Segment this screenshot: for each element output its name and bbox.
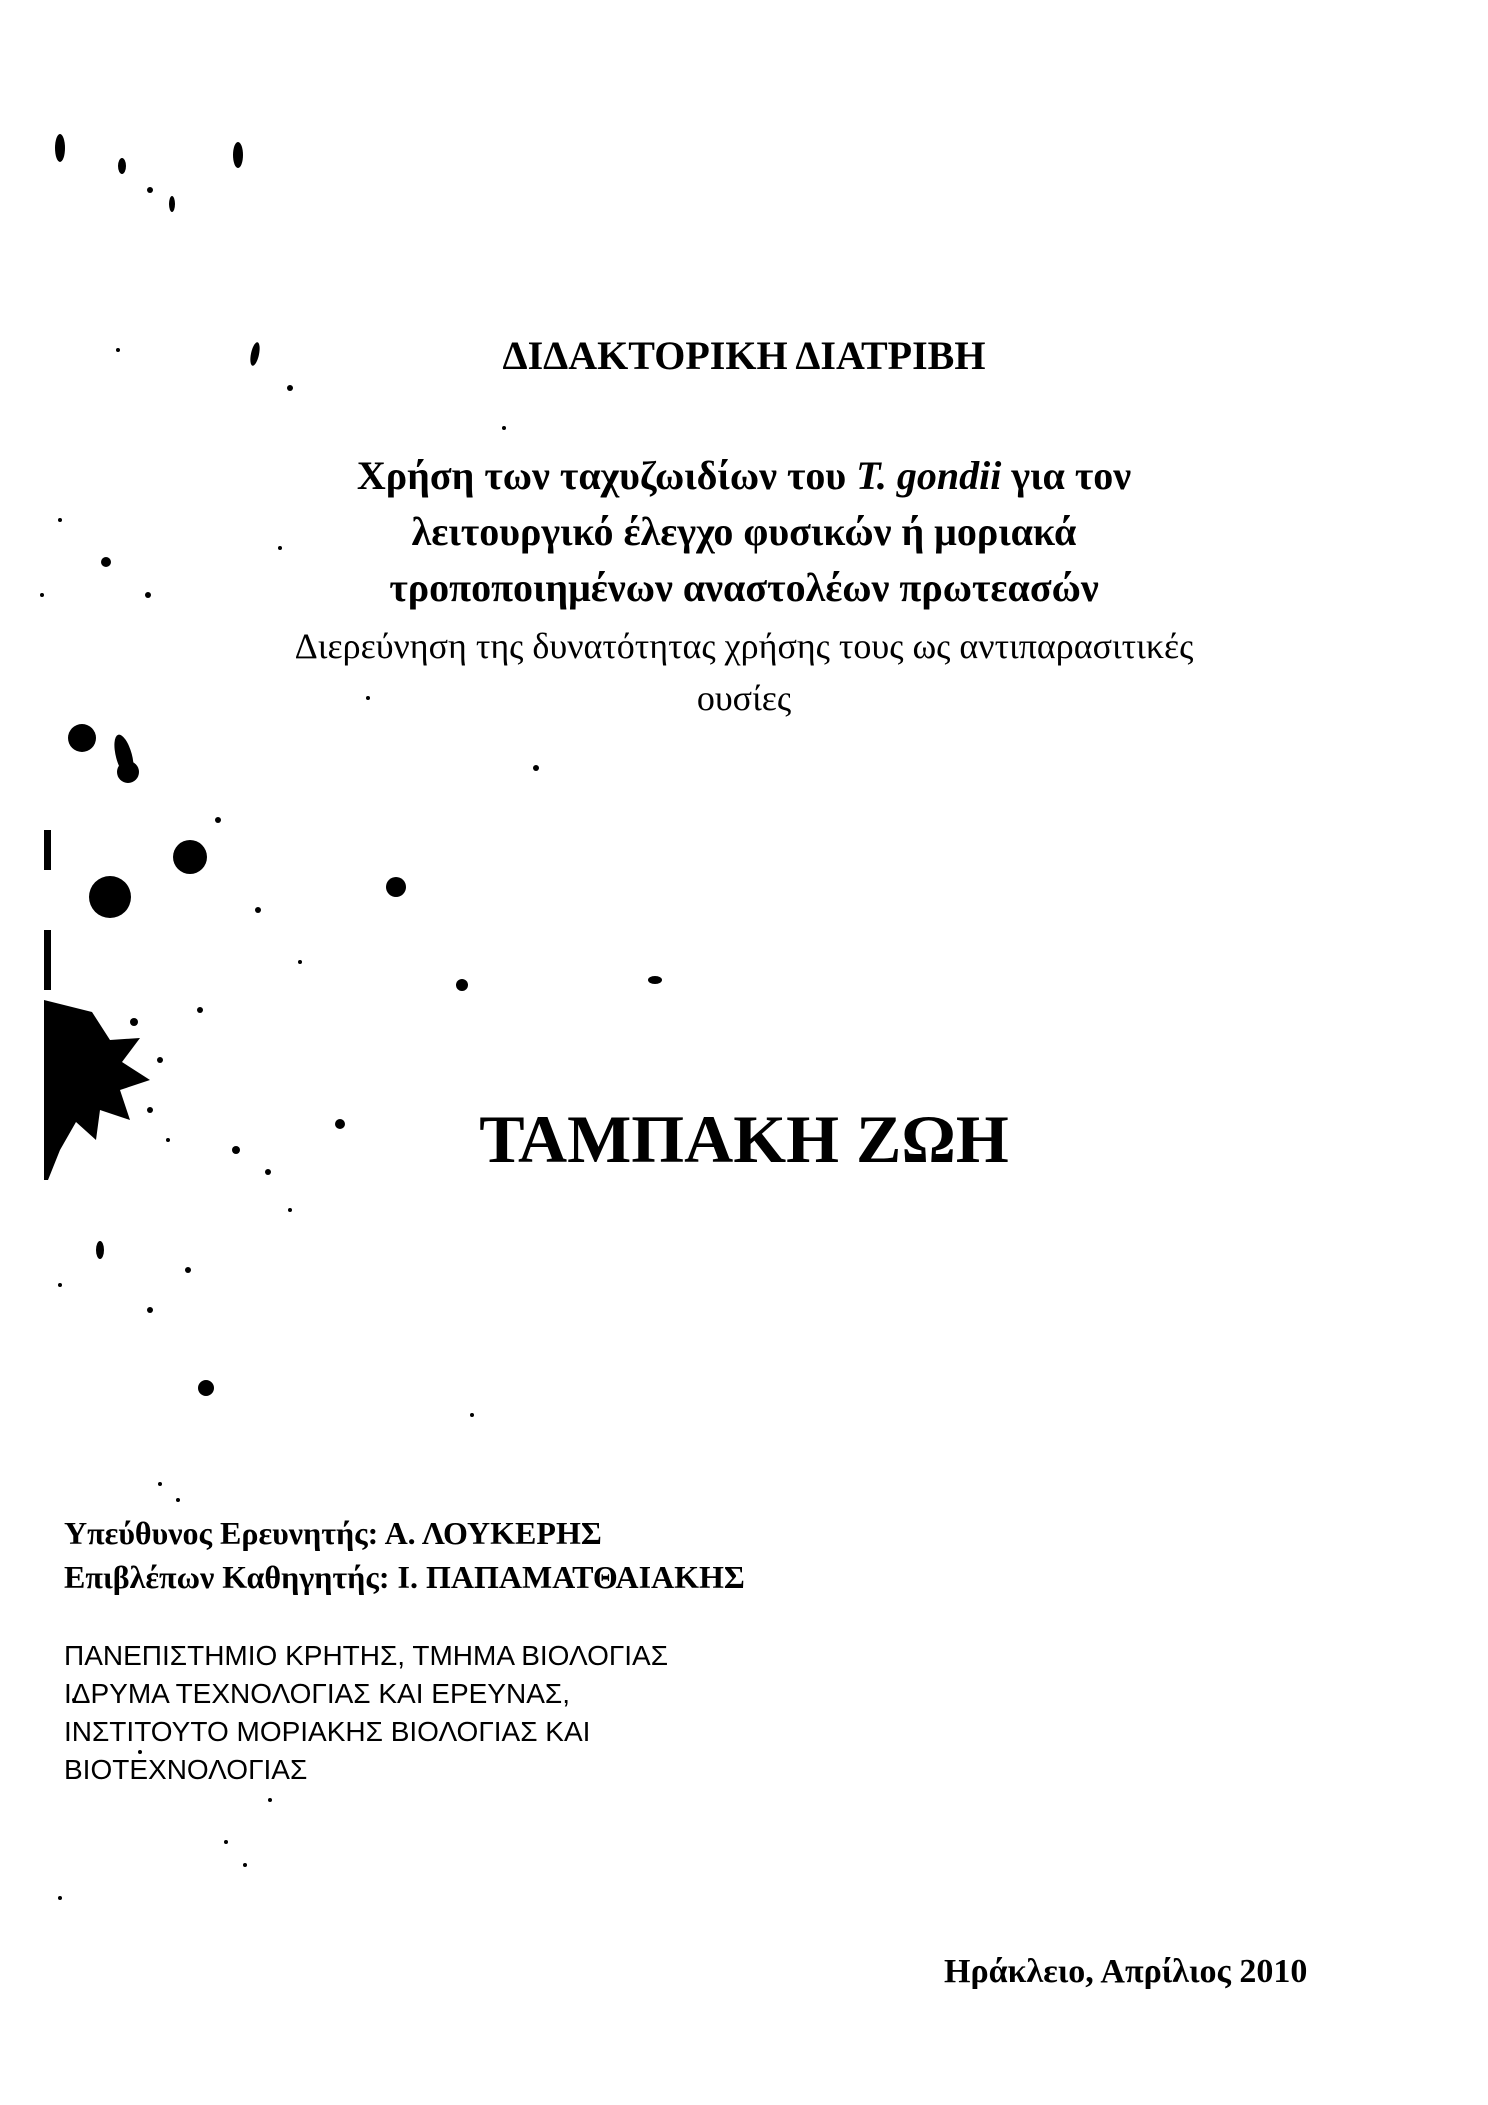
institution-line: ΙΝΣΤΙΤΟΥΤΟ ΜΟΡΙΑΚΗΣ ΒΙΟΛΟΓΙΑΣ ΚΑΙ xyxy=(64,1716,591,1747)
title-line-3: τροποποιημένων αναστολέων πρωτεασών xyxy=(389,565,1099,610)
institutions-block xyxy=(64,1637,668,1789)
institution-line: ΒΙΟΤΕΧΝΟΛΟΓΙΑΣ xyxy=(64,1754,308,1785)
document-type-heading: ΔΙΔΑΚΤΟΡΙΚΗ ΔΙΑΤΡΙΒΗ xyxy=(502,333,986,378)
title-line-2: λειτουργικό έλεγχο φυσικών ή μοριακά xyxy=(411,509,1077,554)
place-and-date: Ηράκλειο, Απρίλιος 2010 xyxy=(944,1953,1308,1990)
title-line-1 xyxy=(0,448,1488,504)
researcher-line: Υπεύθυνος Ερευνητής: Α. ΛΟΥΚΕΡΗΣ xyxy=(64,1515,602,1551)
title-line-1-start: Χρήση των ταχυζωιδίων του xyxy=(356,453,857,498)
subtitle-line-1: Διερεύνηση της δυνατότητας χρήσης τους ως αντιπαρασιτικές xyxy=(294,626,1194,666)
organism-name: T. gondii xyxy=(856,453,1002,498)
subtitle-line-2: ουσίες xyxy=(696,678,792,718)
author-name: ΤΑΜΠΑΚΗ ΖΩΗ xyxy=(479,1101,1009,1177)
thesis-subtitle xyxy=(0,620,1488,724)
title-line-1-end: για τον xyxy=(1001,453,1132,498)
supervision-block xyxy=(64,1511,745,1599)
supervisor-line: Επιβλέπων Καθηγητής: Ι. ΠΑΠΑΜΑΤΘΑΙΑΚΗΣ xyxy=(64,1559,745,1595)
thesis-title xyxy=(0,448,1488,616)
institution-line: ΙΔΡΥΜΑ ΤΕΧΝΟΛΟΓΙΑΣ ΚΑΙ ΕΡΕΥΝΑΣ, xyxy=(64,1678,570,1709)
institution-line: ΠΑΝΕΠΙΣΤΗΜΙΟ ΚΡΗΤΗΣ, ΤΜΗΜΑ ΒΙΟΛΟΓΙΑΣ xyxy=(64,1640,669,1671)
